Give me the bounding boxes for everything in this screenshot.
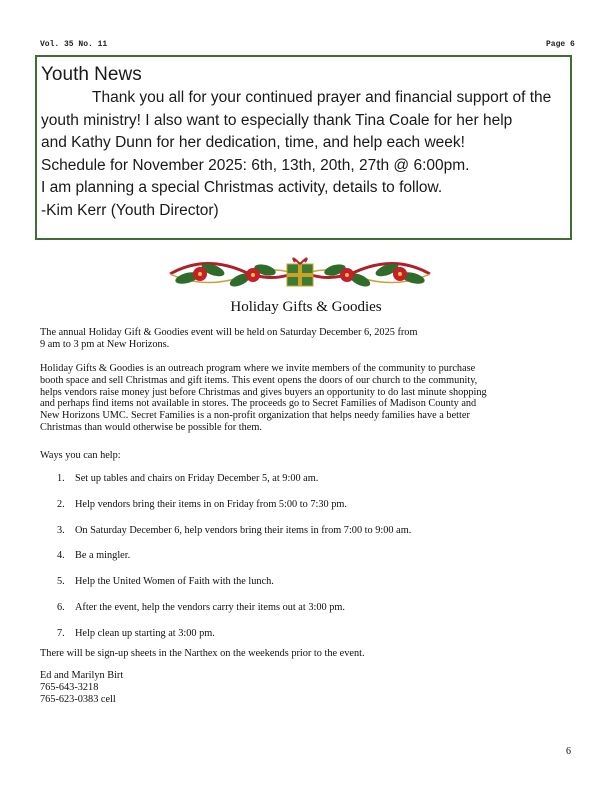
list-item: 5. Help the United Women of Faith with the lunch. xyxy=(57,576,274,588)
page-label: Page 6 xyxy=(546,40,575,49)
ways-heading: Ways you can help: xyxy=(40,450,121,461)
list-item: 1. Set up tables and chairs on Friday December 5, at 9:00 am. xyxy=(57,473,319,484)
youth-news-line: Thank you all for your continued prayer and financial support of the xyxy=(92,89,552,106)
holiday-description xyxy=(40,363,570,434)
list-item: 3. On Saturday December 6, help vendors bring their items in from 7:00 to 9:00 am. xyxy=(57,524,412,536)
holly-garland-image xyxy=(165,250,435,296)
contact-name: Ed and Marilyn Birt xyxy=(40,670,124,681)
youth-news-line: youth ministry! I also want to especially thank Tina Coale for her help xyxy=(41,111,513,129)
youth-news-box xyxy=(35,55,572,240)
youth-news-signature: -Kim Kerr (Youth Director) xyxy=(41,201,219,219)
page-number: 6 xyxy=(566,746,571,757)
contact-block xyxy=(40,670,570,705)
text-line: Holiday Gifts & Goodies is an outreach program where we invite members of the community to purchase xyxy=(40,363,476,374)
youth-news-line: and Kathy Dunn for her dedication, time, and help each week! xyxy=(41,134,465,151)
list-item: 7. Help clean up starting at 3:00 pm. xyxy=(57,627,215,639)
text-line: and perhaps find items not available in stores. The proceeds go to Secret Families of Madison County and xyxy=(40,398,477,410)
text-line: 9 am to 3 pm at New Horizons. xyxy=(40,338,170,350)
text-line: The annual Holiday Gift & Goodies event will be held on Saturday December 6, 2025 from xyxy=(40,327,418,338)
holiday-section-title: Holiday Gifts & Goodies xyxy=(230,299,382,315)
contact-cell: 765-623-0383 cell xyxy=(40,693,116,705)
ways-list xyxy=(57,473,411,654)
youth-news-title: Youth News xyxy=(41,64,142,85)
youth-news-line: Schedule for November 2025: 6th, 13th, 20th, 27th @ 6:00pm. xyxy=(41,156,470,174)
list-item: 6. After the event, help the vendors carry their items out at 3:00 pm. xyxy=(57,601,345,613)
list-item: 4. Be a mingler. xyxy=(57,550,131,562)
contact-phone: 765-643-3218 xyxy=(40,681,99,693)
text-line: Christmas than would otherwise be possible for them. xyxy=(40,421,262,433)
holiday-intro xyxy=(40,327,570,351)
text-line: New Horizons UMC. Secret Families is a non-profit organization that helps needy families have a better xyxy=(40,410,470,422)
text-line: booth space and sell Christmas and gift items. This event opens the doors of our church to the community, xyxy=(40,374,478,386)
list-item: 2. Help vendors bring their items in on Friday from 5:00 to 7:30 pm. xyxy=(57,498,347,510)
volume-label: Vol. 35 No. 11 xyxy=(40,40,108,49)
youth-news-line: I am planning a special Christmas activity, details to follow. xyxy=(41,179,443,196)
signup-note: There will be sign-up sheets in the Narthex on the weekends prior to the event. xyxy=(40,648,365,659)
text-line: helps vendors raise money just before Christmas and gives buyers an opportunity to do last minute shopping xyxy=(40,386,487,398)
